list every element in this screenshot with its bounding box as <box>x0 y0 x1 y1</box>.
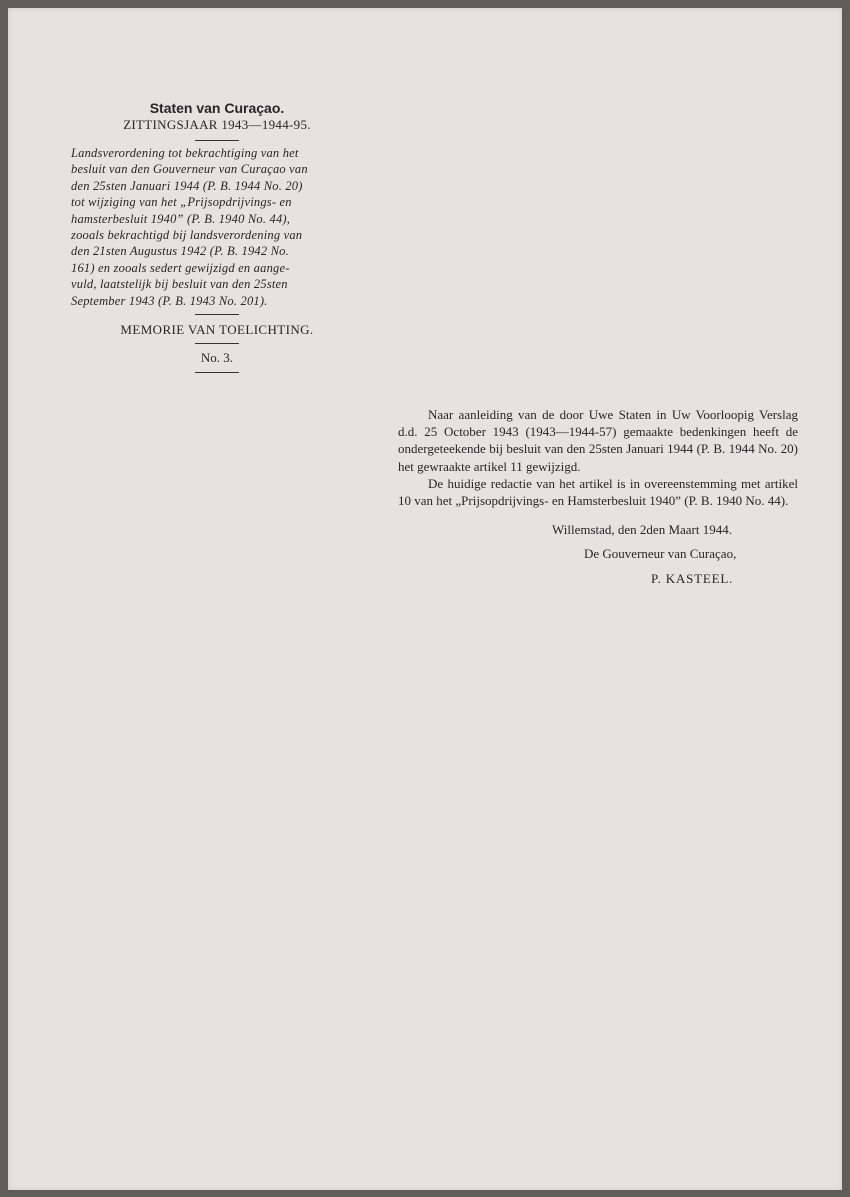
document-page <box>8 8 842 1190</box>
signatory-name: P. KASTEEL. <box>651 570 734 586</box>
ordinance-title-line: Landsverordening tot bekrachtiging van het <box>71 146 299 160</box>
paragraph: Naar aanleiding van de door Uwe Staten in Uw Voorloopig Verslag d.d. 25 October 1943 (1943—1944-57) gemaakte bedenkingen heeft de ondergeteekende bij besluit van den 25sten Januari 1944 (P. B. 1944 No. 20) het gewraakte artikel 11 gewijzigd. <box>398 407 798 474</box>
document-number: No. 3. <box>200 350 234 366</box>
place-date: Willemstad, den 2den Maart 1944. <box>552 522 732 538</box>
memorie-heading: MEMORIE VAN TOELICHTING. <box>120 322 314 338</box>
ordinance-title-line: den 25sten Januari 1944 (P. B. 1944 No. 20) <box>71 178 303 193</box>
ordinance-title-line: hamsterbesluit 1940” (P. B. 1940 No. 44), <box>71 211 291 226</box>
paragraph: De huidige redactie van het artikel is in overeenstemming met artikel 10 van het „Prijsopdrijvings- en Hamsterbesluit 1940” (P. B. 1940 No. 44). <box>398 475 798 509</box>
divider <box>195 343 239 344</box>
ordinance-title-line: zooals bekrachtigd bij landsverordening van <box>71 228 303 243</box>
header-block <box>68 100 366 373</box>
ordinance-title-line: tot wijziging van het „Prijsopdrijvings- en <box>71 195 292 210</box>
document-heading: Staten van Curaçao. <box>149 100 285 116</box>
ordinance-title <box>68 145 366 309</box>
divider <box>195 140 239 141</box>
explanatory-text <box>398 406 798 587</box>
ordinance-title-line: vuld, laatstelijk bij besluit van den 25sten <box>71 277 288 292</box>
signatory-title: De Gouverneur van Curaçao, <box>584 546 737 562</box>
ordinance-title-line: besluit van den Gouverneur van Curaçao van <box>71 162 308 177</box>
divider <box>195 314 239 315</box>
ordinance-title-line: September 1943 (P. B. 1943 No. 201). <box>71 293 268 308</box>
ordinance-title-line: 161) en zooals sedert gewijzigd en aange- <box>71 260 290 275</box>
session-year: ZITTINGSJAAR 1943—1944-95. <box>123 117 311 132</box>
divider <box>195 372 239 373</box>
body-text <box>398 406 798 509</box>
ordinance-title-line: den 21sten Augustus 1942 (P. B. 1942 No. <box>71 244 289 259</box>
